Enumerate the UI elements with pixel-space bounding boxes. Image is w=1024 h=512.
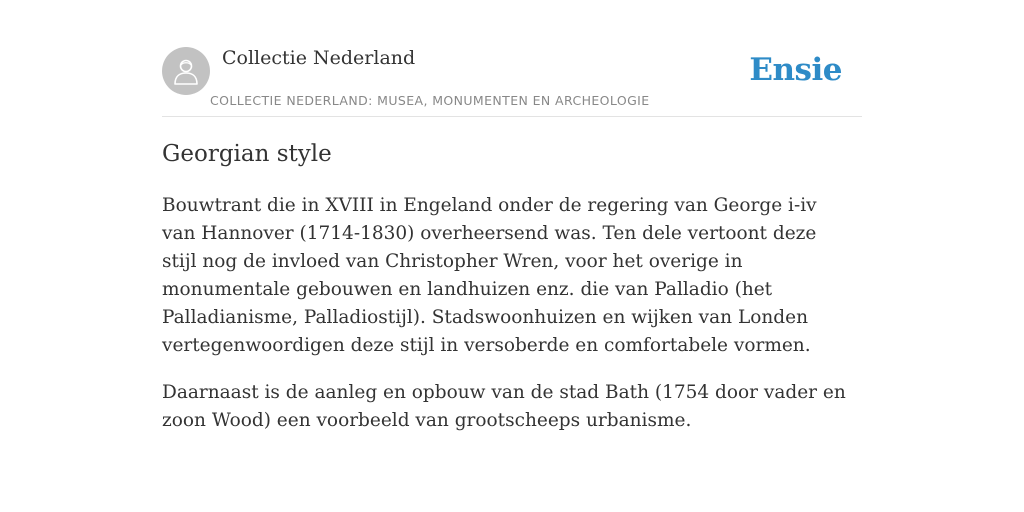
paragraph: Bouwtrant die in XVIII in Engeland onder de regering van George i-iv van Hannover (1714-1830) overheersend was. Ten dele vertoont deze stijl nog de invloed van Christopher Wren, voor het overige in monumentale gebouwen en landhuizen enz. die van Palladio (het Palladianisme, Palladiostijl). Stadswoonhuizen en wijken van Londen vertegenwoordigen deze stijl in versoberde en comfortabele vormen. (162, 195, 817, 356)
article-header (162, 46, 862, 117)
article-body (162, 192, 852, 454)
author-name[interactable]: Collectie Nederland (222, 47, 416, 69)
source-label[interactable]: COLLECTIE NEDERLAND: MUSEA, MONUMENTEN EN ARCHEOLOGIE (210, 93, 650, 108)
avatar[interactable] (162, 47, 210, 95)
page-title: Georgian style (162, 141, 332, 167)
user-icon (171, 56, 201, 86)
brand-logo[interactable]: Ensie (749, 52, 842, 88)
paragraph: Daarnaast is de aanleg en opbouw van de stad Bath (1754 door vader en zoon Wood) een voorbeeld van grootscheeps urbanisme. (162, 382, 846, 431)
